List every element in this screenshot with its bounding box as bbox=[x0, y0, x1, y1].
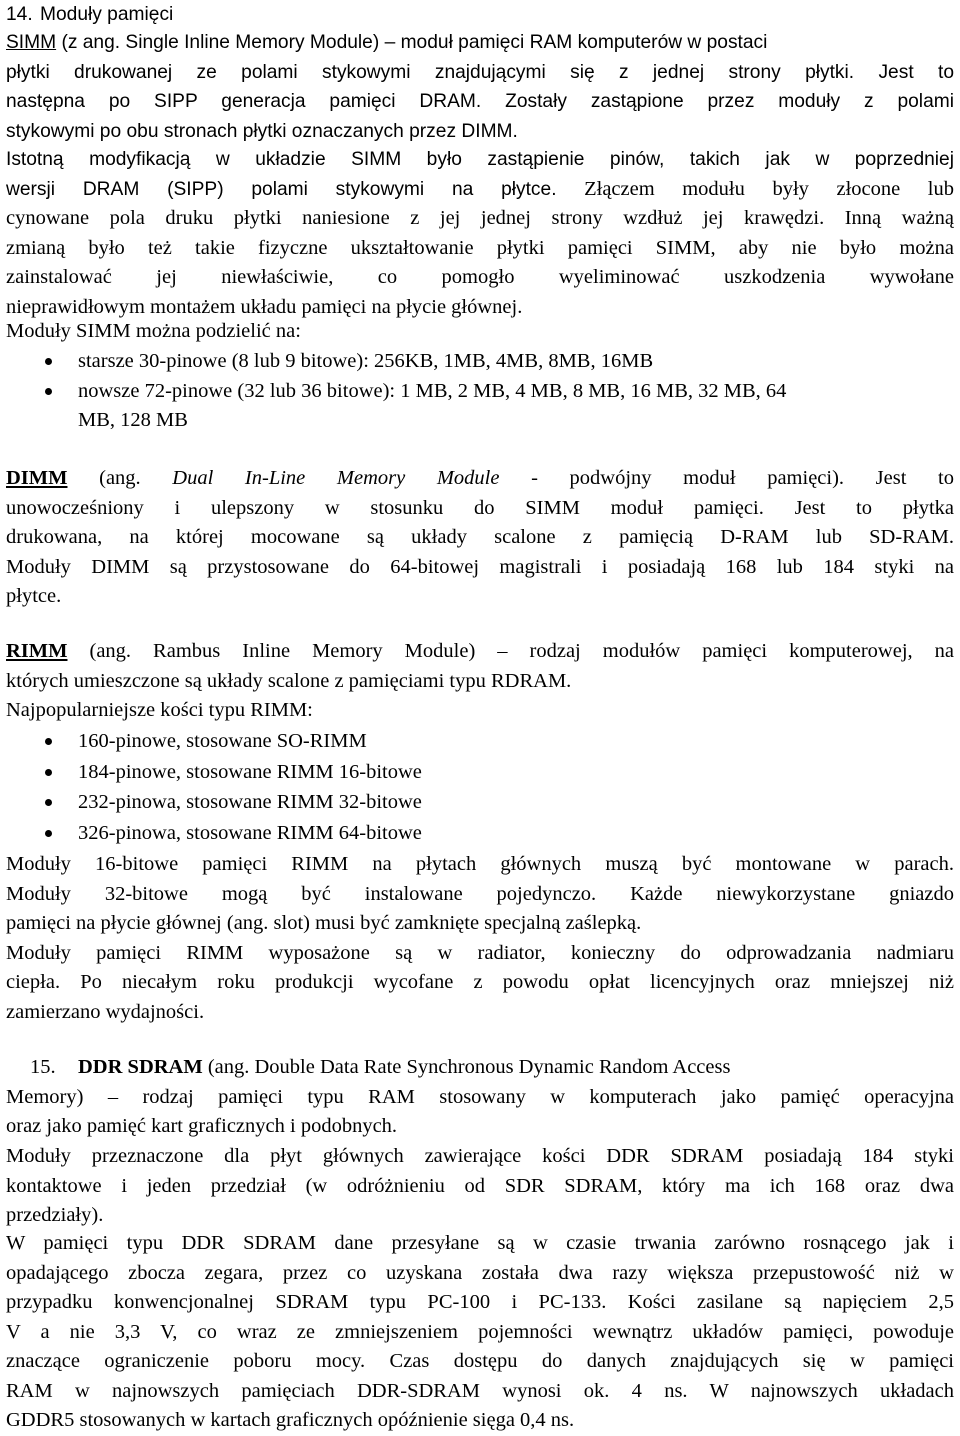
simm-term: SIMM bbox=[6, 32, 57, 53]
text-line: (ang. Rambus Inline Memory Module) – rodzaj modułów pamięci komputerowej, na bbox=[67, 640, 954, 662]
bullet-icon bbox=[45, 830, 52, 837]
list-item bbox=[6, 788, 954, 818]
list-item-text: 184-pinowe, stosowane RIMM 16-bitowe bbox=[78, 760, 422, 783]
text-line: - podwójny moduł pamięci). Jest to bbox=[499, 467, 954, 489]
ddr-modules-paragraph bbox=[6, 1142, 954, 1231]
text-line: oraz jako pamięć kart graficznych i podobnych. bbox=[6, 1115, 398, 1137]
simm-paragraph bbox=[6, 28, 954, 146]
text-line: wersji DRAM (SIPP) polami stykowymi na płytce. bbox=[6, 178, 557, 200]
heading-number: 14. bbox=[6, 4, 33, 25]
text-line: opadającego zbocza zegara, przez co uzyskana została dwa razy większa przepustowość niż w bbox=[6, 1261, 954, 1284]
dimm-term: DIMM bbox=[6, 467, 68, 489]
heading-title: Moduły pamięci bbox=[40, 4, 174, 25]
text-line: GDDR5 stosowanych w kartach graficznych opóźnienie sięga 0,4 ns. bbox=[6, 1409, 575, 1431]
text-line: Memory) – rodzaj pamięci typu RAM stosowany w komputerach jako pamięć operacyjna bbox=[6, 1085, 954, 1108]
rimm-types-list bbox=[6, 727, 954, 848]
text-line: Moduły 32-bitowe mogą być instalowane pojedynczo. Każde niewykorzystane gniazdo bbox=[6, 882, 954, 905]
list-item-text: nowsze 72-pinowe (32 lub 36 bitowe): 1 MB, 2 MB, 4 MB, 8 MB, 16 MB, 32 MB, 64 bbox=[78, 379, 787, 402]
text-line: V a nie 3,3 V, co wraz ze zmniejszeniem pojemności wewnątrz układów pamięci, powoduje bbox=[6, 1320, 954, 1343]
simm-types-intro bbox=[6, 317, 954, 347]
text-line: Istotną modyfikacją w układzie SIMM było zastąpienie pinów, takich jak w poprzedniej bbox=[6, 149, 954, 170]
list-item bbox=[6, 819, 954, 849]
text-line: zamierzano wydajności. bbox=[6, 1000, 205, 1023]
text-line: Moduły SIMM można podzielić na: bbox=[6, 320, 301, 342]
text-line: Moduły pamięci RIMM wyposażone są w radiator, konieczny do odprowadzania nadmiaru bbox=[6, 941, 954, 964]
text-line: stykowymi po obu stronach płytki oznaczanych przez DIMM. bbox=[6, 120, 518, 142]
text-line: płytce. bbox=[6, 585, 62, 607]
text-line: unowocześniony i ulepszony w stosunku do SIMM moduł pamięci. Jest to płytka bbox=[6, 496, 954, 519]
text-line: Moduły DIMM są przystosowane do 64-bitowej magistrali i posiadają 168 lub 184 styki na bbox=[6, 555, 954, 578]
text-line: znaczące ograniczenie poboru mocy. Czas dostępu do danych znajdujących się w pamięci bbox=[6, 1350, 954, 1372]
section-number: 15. bbox=[30, 1056, 56, 1078]
bullet-icon bbox=[45, 738, 52, 745]
text-line: W pamięci typu DDR SDRAM dane przesyłane są w czasie trwania zarówno rosnącego jak i bbox=[6, 1232, 954, 1254]
text-line: (ang. Double Data Rate Synchronous Dynamic Random Access bbox=[202, 1056, 731, 1078]
text-line: nieprawidłowym montażem układu pamięci na płycie głównej. bbox=[6, 295, 523, 318]
list-item bbox=[6, 758, 954, 788]
text-line: przedziały). bbox=[6, 1204, 104, 1226]
bullet-icon bbox=[45, 799, 52, 806]
text-line: przypadku konwencjonalnej SDRAM typu PC-100 i PC-133. Kości zasilane są napięciem 2,5 bbox=[6, 1291, 954, 1313]
ddr-transfer-paragraph bbox=[6, 1229, 954, 1436]
list-item-text: starsze 30-pinowe (8 lub 9 bitowe): 256KB, 1MB, 4MB, 8MB, 16MB bbox=[78, 350, 654, 372]
list-item-text: 232-pinowa, stosowane RIMM 32-bitowe bbox=[78, 791, 422, 813]
list-item-text: 326-pinowa, stosowane RIMM 64-bitowe bbox=[78, 821, 422, 844]
dimm-full-name: Dual In-Line Memory Module bbox=[172, 467, 500, 489]
text-line: pamięci na płycie głównej (ang. slot) musi być zamknięte specjalną zaślepką. bbox=[6, 912, 642, 934]
text-line: (ang. bbox=[67, 467, 173, 489]
text-line: płytki drukowanej ze polami stykowymi znajdującymi się z jednej strony płytki. Jest to bbox=[6, 61, 954, 83]
text-line: Najpopularniejsze kości typu RIMM: bbox=[6, 699, 313, 721]
bullet-icon bbox=[45, 769, 52, 776]
list-item bbox=[6, 347, 954, 377]
text-line: następna po SIPP generacja pamięci DRAM. Zostały zastąpione przez moduły z polami bbox=[6, 91, 954, 112]
text-line: Złączem modułu były złocone lub bbox=[556, 177, 954, 200]
text-line: zainstalować jej niewłaściwie, co pomogło wyeliminować uszkodzenia wywołane bbox=[6, 266, 954, 288]
dimm-paragraph bbox=[6, 464, 954, 612]
section-14-heading bbox=[6, 0, 954, 30]
bullet-icon bbox=[45, 388, 52, 395]
list-item bbox=[6, 727, 954, 757]
simm-modification-paragraph bbox=[6, 145, 954, 322]
text-line: drukowana, na której mocowane są układy scalone z pamięcią D-RAM lub SD-RAM. bbox=[6, 526, 954, 548]
text-line: cynowane pola druku płytki naniesione z jej jednej strony wzdłuż jej krawędzi. Inną ważną bbox=[6, 207, 954, 229]
list-item-text: 160-pinowe, stosowane SO-RIMM bbox=[78, 730, 367, 752]
rimm-paragraph bbox=[6, 637, 954, 726]
text-line: Moduły przeznaczone dla płyt głównych zawierające kości DDR SDRAM posiadają 184 styki bbox=[6, 1145, 954, 1167]
text-line: zmianą było też takie fizyczne ukształtowanie płytki pamięci SIMM, aby nie było można bbox=[6, 236, 954, 259]
ddr-sdram-term: DDR SDRAM bbox=[78, 1056, 203, 1078]
text-line: których umieszczone są układy scalone z pamięciami typu RDRAM. bbox=[6, 669, 572, 692]
list-item-text: MB, 128 MB bbox=[78, 409, 188, 431]
list-item-continuation bbox=[6, 406, 954, 436]
rimm-term: RIMM bbox=[6, 640, 68, 662]
text-line: (z ang. Single Inline Memory Module) – moduł pamięci RAM komputerów w postaci bbox=[56, 32, 768, 53]
list-item bbox=[6, 377, 954, 407]
text-line: RAM w najnowszych pamięciach DDR-SDRAM wynosi ok. 4 ns. W najnowszych układach bbox=[6, 1379, 954, 1402]
rimm-details-paragraph bbox=[6, 850, 954, 1027]
text-line: Moduły 16-bitowe pamięci RIMM na płytach głównych muszą być montowane w parach. bbox=[6, 853, 954, 875]
text-line: ciepła. Po niecałym roku produkcji wycofane z powodu opłat licencyjnych oraz mniejszej niż bbox=[6, 971, 954, 993]
text-line: kontaktowe i jeden przedział (w odróżnieniu od SDR SDRAM, który ma ich 168 oraz dwa bbox=[6, 1174, 954, 1197]
section-15-intro bbox=[6, 1053, 954, 1142]
simm-types-list bbox=[6, 347, 954, 436]
bullet-icon bbox=[45, 358, 52, 365]
